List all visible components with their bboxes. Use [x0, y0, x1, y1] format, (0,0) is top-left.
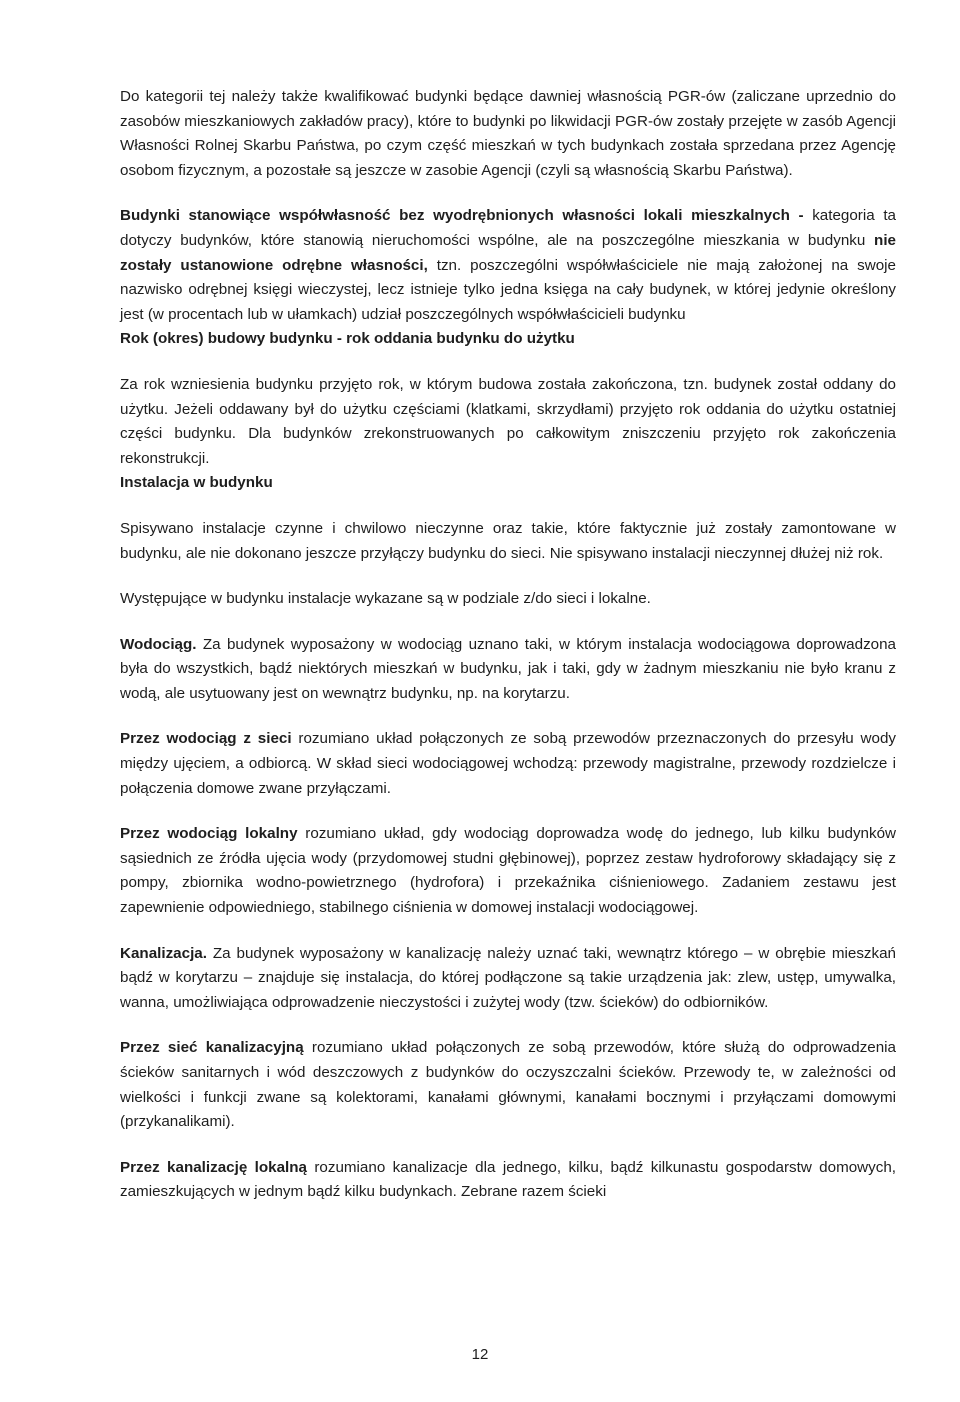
instalacja-text-2: Występujące w budynku instalacje wykazane są w podziale z/do sieci i lokalne.	[120, 590, 651, 608]
wodociag-sieci-text: rozumiano układ połączonych ze sobą przewodów przeznaczonych do przesyłu wody między ujęciem, a odbiorcą. W skład sieci wodociągowej wchodzą: przewody magistralne, przewody rozdzielcze i połączenia domowe zwane przyłączami.	[120, 730, 896, 797]
wodociag-lokalny-term: Przez wodociąg lokalny	[120, 825, 298, 843]
wodociag-term: Wodociąg.	[120, 635, 197, 653]
wodociag-paragraph	[120, 633, 896, 707]
wodociag-lokalny-paragraph	[120, 822, 896, 920]
instalacja-paragraph-2	[120, 587, 896, 612]
intro-paragraph	[120, 85, 896, 183]
siec-kanalizacyjna-term: Przez sieć kanalizacyjną	[120, 1039, 304, 1057]
kanalizacja-text: Za budynek wyposażony w kanalizację należy uznać taki, wewnątrz którego – w obrębie mieszkań bądź w korytarzu – znajduje się instalacja, do której podłączone są takie urządzenia jak: zlew, ustęp, umywalka, wanna, umożliwiająca odprowadzenie nieczystości i zużytej wody (tzw. ścieków) do odbiorników.	[120, 944, 896, 1011]
instalacja-paragraph-1	[120, 517, 896, 566]
page-number: 12	[471, 1346, 489, 1363]
rok-budowy-heading: Rok (okres) budowy budynku - rok oddania budynku do użytku	[120, 330, 575, 348]
siec-kanalizacyjna-text: rozumiano układ połączonych ze sobą przewodów, które służą do odprowadzenia ścieków sanitarnych i wód deszczowych z budynków do oczyszczalni ścieków. Przewody te, w zależności od wielkości i funkcji zwane są kolektorami, kanałami głównymi, kanałami bocznymi i przyłączami domowymi (przykanalikami).	[120, 1039, 897, 1131]
instalacja-heading: Instalacja w budynku	[120, 474, 273, 492]
document-page	[120, 85, 896, 1205]
siec-kanalizacyjna-paragraph	[120, 1036, 896, 1134]
wodociag-text: Za budynek wyposażony w wodociąg uznano taki, w którym instalacja wodociągowa doprowadzona była do wszystkich, bądź niektórych mieszkań w budynku, jak i taki, gdy w żadnym mieszkaniu nie było kranu z wodą, ale usytuowany jest on wewnątrz budynku, np. na korytarzu.	[120, 635, 896, 702]
wspolwlasnosc-paragraph	[120, 204, 896, 327]
intro-text: Do kategorii tej należy także kwalifikować budynki będące dawniej własnością PGR-ów (zaliczane uprzednio do zasobów mieszkaniowych zakładów pracy), które to budynki po likwidacji PGR-ów zostały przejęte w zasób Agencji Własności Rolnej Skarbu Państwa, po czym część mieszkań w tych budynkach została sprzedana przez Agencję osobom fizycznym, a pozostałe są jeszcze w zasobie Agencji (czyli są własnością Skarbu Państwa).	[120, 88, 896, 179]
kanalizacja-lokalna-term: Przez kanalizację lokalną	[120, 1158, 307, 1176]
instalacja-text-1: Spisywano instalacje czynne i chwilowo nieczynne oraz takie, które faktycznie już zostały zamontowane w budynku, ale nie dokonano jeszcze przyłączy budynku do sieci. Nie spisywano instalacji nieczynnej dłużej niż rok.	[120, 519, 896, 562]
kanalizacja-term: Kanalizacja.	[120, 944, 207, 962]
kanalizacja-paragraph	[120, 942, 896, 1016]
wodociag-sieci-term: Przez wodociąg z sieci	[120, 730, 292, 748]
wodociag-sieci-paragraph	[120, 727, 896, 801]
rok-budowy-text: Za rok wzniesienia budynku przyjęto rok, w którym budowa została zakończona, tzn. budynek został oddany do użytku. Jeżeli oddawany był do użytku częściami (klatkami, skrzydłami) przyjęto rok oddania do użytku ostatniej części budynku. Dla budynków zrekonstruowanych po całkowitym zniszczeniu przyjęto rok zakończenia rekonstrukcji.	[120, 375, 896, 467]
wspolwlasnosc-term: Budynki stanowiące współwłasność bez wyodrębnionych własności lokali mieszkalnych -	[120, 207, 804, 225]
kanalizacja-lokalna-paragraph	[120, 1156, 896, 1205]
rok-budowy-paragraph	[120, 373, 896, 471]
wodociag-lokalny-text: rozumiano układ, gdy wodociąg doprowadza wodę do jednego, lub kilku budynków sąsiednich ze źródła ujęcia wody (przydomowej studni głębinowej), poprzez zestaw hydroforowy składający się z pompy, zbiornika wodno-powietrznego (hydrofora) i przekaźnika ciśnieniowego. Zadaniem zestawu jest zapewnienie odpowiedniego, stabilnego ciśnienia w domowej instalacji wodociągowej.	[120, 825, 897, 917]
wspolwlasnosc-text-1: kategoria ta dotyczy budynków, które stanowią nieruchomości wspólne, ale na poszczególne mieszkania w budynku	[120, 207, 896, 249]
wspolwlasnosc-emphasis: nie zostały ustanowione odrębne własności,	[120, 231, 896, 274]
wspolwlasnosc-text-2: tzn. poszczególni współwłaściciele nie mają założonej na swoje nazwisko odrębnej księgi wieczystej, lecz istnieje tylko jedna księga na cały budynek, w której jedynie określony jest (w procentach lub w ułamkach) udział poszczególnych współwłaścicieli budynku	[120, 256, 897, 323]
kanalizacja-lokalna-text: rozumiano kanalizacje dla jednego, kilku, bądź kilkunastu gospodarstw domowych, zamieszkujących w jednym bądź kilku budynkach. Zebrane razem ścieki	[120, 1158, 896, 1201]
